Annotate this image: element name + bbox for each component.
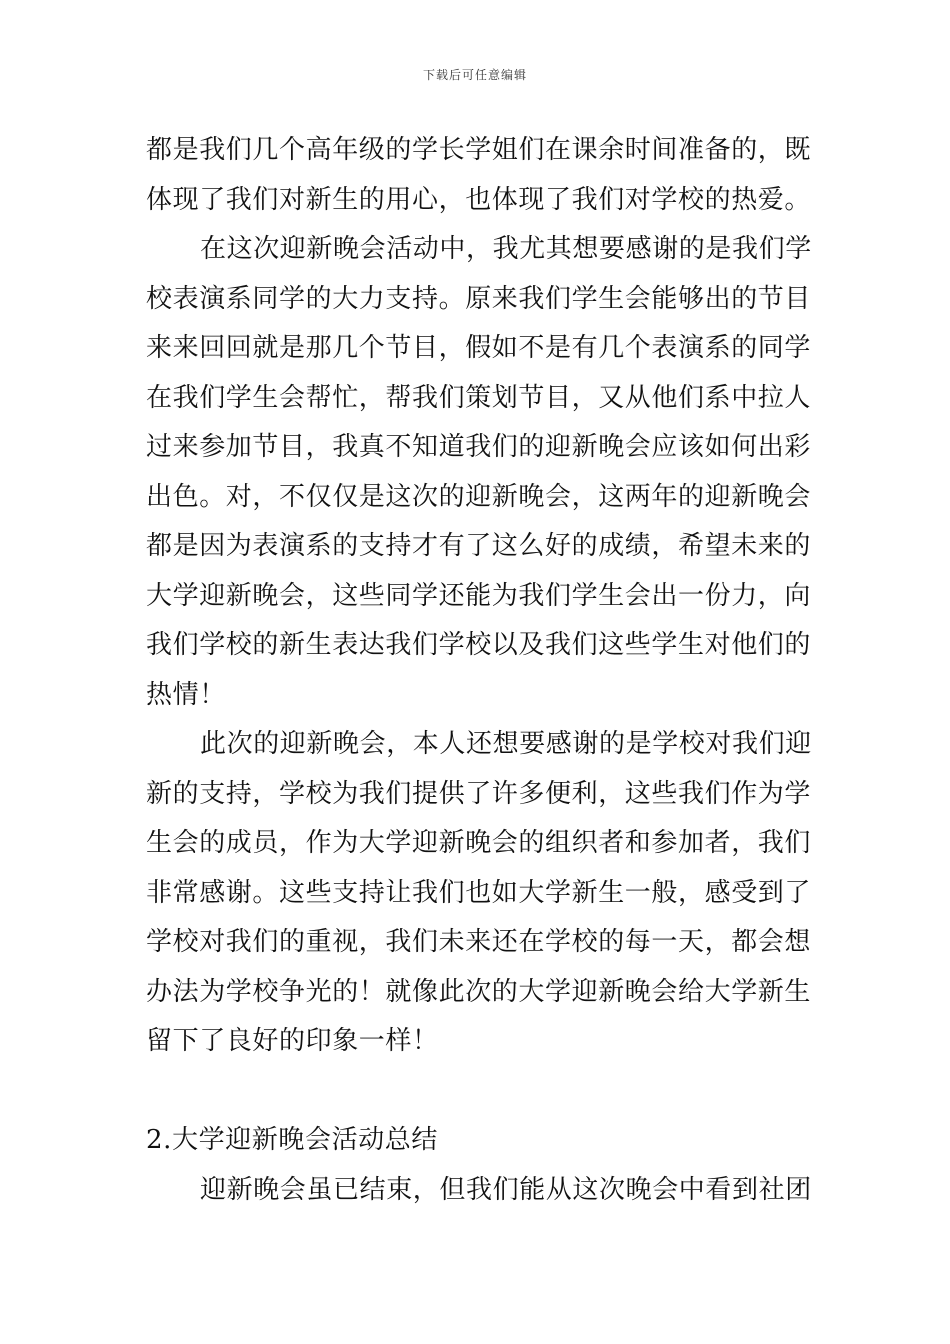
paragraph-start-line: 迎新晚会虽已结束，但我们能从这次晚会中看到社团 <box>200 1174 812 1205</box>
text-line: 在我们学生会帮忙，帮我们策划节目，又从他们系中拉人 <box>146 382 812 413</box>
text-line: 生会的成员，作为大学迎新晚会的组织者和参加者，我们 <box>146 828 812 858</box>
text-line: 都是因为表演系的支持才有了这么好的成绩，希望未来的 <box>146 531 812 561</box>
section-heading: 2.大学迎新晚会活动总结 <box>146 1125 439 1155</box>
text-line: 过来参加节目，我真不知道我们的迎新晚会应该如何出彩 <box>146 432 812 462</box>
text-line: 出色。对，不仅仅是这次的迎新晚会，这两年的迎新晚会 <box>146 481 812 512</box>
paragraph-start-line: 在这次迎新晚会活动中，我尤其想要感谢的是我们学 <box>200 234 812 264</box>
text-line: 学校对我们的重视，我们未来还在学校的每一天，都会想 <box>146 927 812 957</box>
text-line: 留下了良好的印象一样！ <box>146 1026 439 1056</box>
text-line: 我们学校的新生表达我们学校以及我们这些学生对他们的 <box>146 630 812 660</box>
text-line: 大学迎新晚会，这些同学还能为我们学生会出一份力，向 <box>146 580 812 611</box>
text-line: 新的支持，学校为我们提供了许多便利，这些我们作为学 <box>146 778 812 809</box>
text-line: 办法为学校争光的！就像此次的大学迎新晚会给大学新生 <box>146 976 812 1007</box>
document-body <box>146 126 812 1215</box>
text-line: 校表演系同学的大力支持。原来我们学生会能够出的节目 <box>146 283 812 314</box>
text-line: 体现了我们对新生的用心，也体现了我们对学校的热爱。 <box>146 184 812 215</box>
paragraph-start-line: 此次的迎新晚会，本人还想要感谢的是学校对我们迎 <box>200 729 812 759</box>
page-header: 下载后可任意编辑 <box>422 68 527 82</box>
text-line: 非常感谢。这些支持让我们也如大学新生一般，感受到了 <box>146 877 812 908</box>
text-line: 来来回回就是那几个节目，假如不是有几个表演系的同学 <box>146 333 812 363</box>
blank-line <box>146 1067 806 1117</box>
text-line: 热情！ <box>146 679 226 710</box>
text-line: 都是我们几个高年级的学长学姐们在课余时间准备的，既 <box>146 135 812 165</box>
